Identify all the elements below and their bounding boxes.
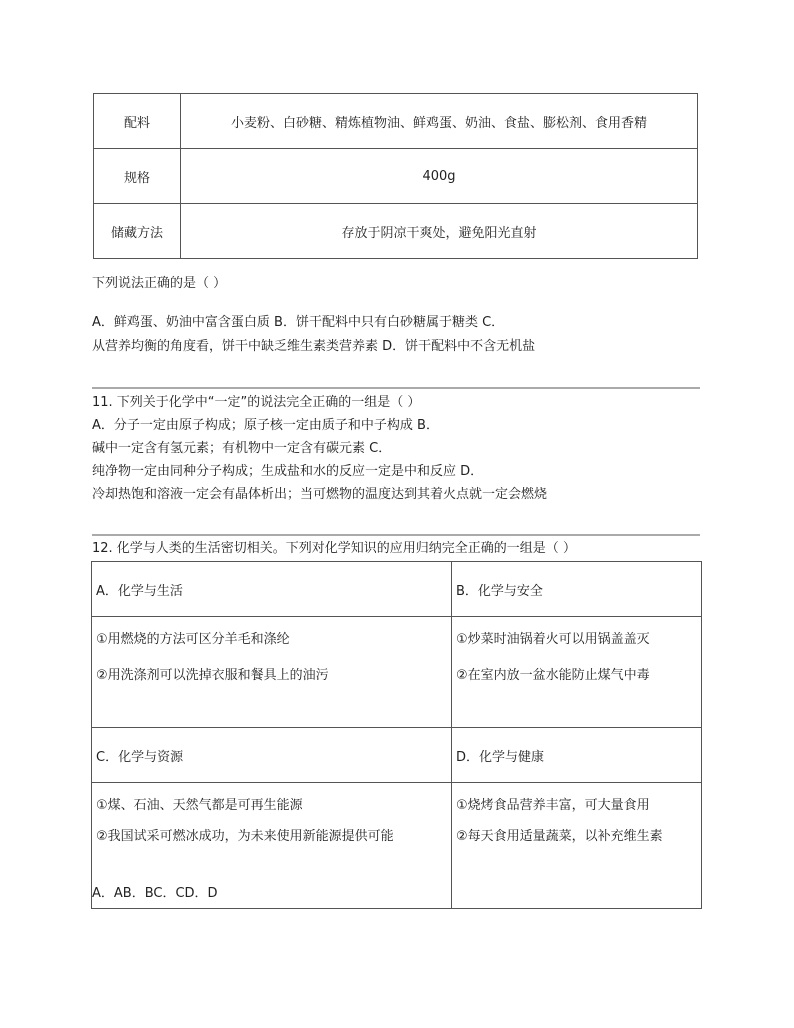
- q11-option-line: 碱中一定含有氢元素；有机物中一定含有碳元素 C．: [92, 441, 392, 456]
- q11-option-line: A．分子一定由原子构成；原子核一定由质子和中子构成 B．: [92, 418, 439, 433]
- cell-d-head: D．化学与健康: [452, 728, 702, 783]
- table-row: [94, 94, 698, 149]
- list-item: ①烧烤食品营养丰富，可大量食用: [456, 798, 650, 813]
- q11-option-line: 冷却热饱和溶液一定会有晶体析出；当可燃物的温度达到其着火点就一定会燃烧: [92, 487, 548, 502]
- table-row: [92, 562, 702, 617]
- cell-b-head: B．化学与安全: [452, 562, 702, 617]
- row-value: 存放于阴凉干爽处，避免阳光直射: [181, 204, 698, 259]
- q12-options-table: [91, 561, 702, 909]
- q10-options-line1: A．鲜鸡蛋、奶油中富含蛋白质 B．饼干配料中只有白砂糖属于糖类 C．: [92, 315, 505, 330]
- q11-stem: 11. 下列关于化学中“一定”的说法完全正确的一组是（ ）: [92, 395, 421, 410]
- q12-stem: 12. 化学与人类的生活密切相关。下列对化学知识的应用归纳完全正确的一组是（ ）: [92, 541, 576, 556]
- row-key: 储藏方法: [94, 204, 181, 259]
- product-info-table: [93, 93, 698, 259]
- table-row: [92, 617, 702, 728]
- cell-a-body: [92, 617, 452, 728]
- list-item: ②用洗涤剂可以洗掉衣服和餐具上的油污: [96, 668, 329, 683]
- table-row: [92, 728, 702, 783]
- list-item: ②在室内放一盆水能防止煤气中毒: [456, 668, 650, 683]
- list-item: ①煤、石油、天然气都是可再生能源: [96, 798, 303, 813]
- q12-answer-options: A．AB．BC．CD．D: [92, 886, 218, 901]
- row-value: 400g: [181, 149, 698, 204]
- q11-option-line: 纯净物一定由同种分子构成；生成盐和水的反应一定是中和反应 D．: [92, 464, 484, 479]
- list-item: ①炒菜时油锅着火可以用锅盖盖灭: [456, 632, 650, 647]
- divider: [92, 534, 700, 536]
- list-item: ①用燃烧的方法可区分羊毛和涤纶: [96, 632, 290, 647]
- table-row: [94, 149, 698, 204]
- row-key: 配料: [94, 94, 181, 149]
- q10-options-line2: 从营养均衡的角度看，饼干中缺乏维生素类营养素 D．饼干配料中不含无机盐: [92, 339, 536, 354]
- list-item: ②我国试采可燃冰成功，为未来使用新能源提供可能: [96, 829, 394, 844]
- row-key: 规格: [94, 149, 181, 204]
- cell-c-head: C．化学与资源: [92, 728, 452, 783]
- row-value: 小麦粉、白砂糖、精炼植物油、鲜鸡蛋、奶油、食盐、膨松剂、食用香精: [181, 94, 698, 149]
- cell-a-head: A．化学与生活: [92, 562, 452, 617]
- list-item: ②每天食用适量蔬菜，以补充维生素: [456, 829, 663, 844]
- q10-question: 下列说法正确的是（ ）: [92, 276, 227, 291]
- cell-b-body: [452, 617, 702, 728]
- table-row: [94, 204, 698, 259]
- divider: [92, 387, 700, 389]
- cell-d-body: [452, 783, 702, 909]
